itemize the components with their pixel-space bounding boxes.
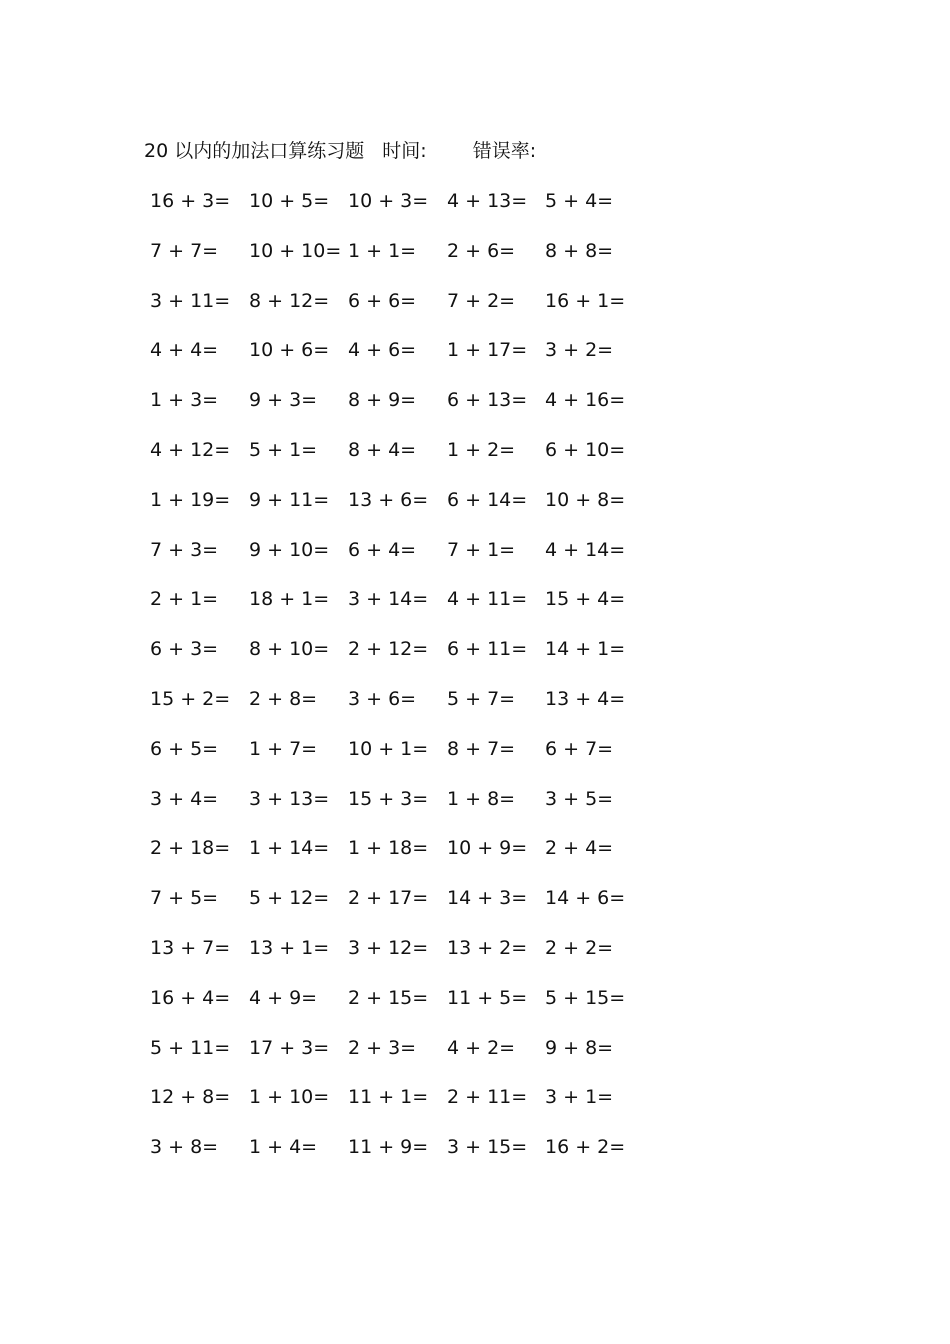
problem-row xyxy=(150,1082,670,1112)
problem-item: 1 + 19= xyxy=(150,488,231,511)
problem-item: 1 + 10= xyxy=(249,1086,330,1109)
problem-item: 9 + 8= xyxy=(545,1036,614,1059)
problem-item: 4 + 6= xyxy=(348,339,417,362)
problem-item: 10 + 5= xyxy=(249,190,330,212)
problem-item: 15 + 4= xyxy=(545,588,626,611)
problem-row xyxy=(150,833,670,863)
problem-item: 7 + 5= xyxy=(150,887,219,910)
problem-item: 16 + 3= xyxy=(150,190,231,212)
problem-item: 1 + 3= xyxy=(150,389,219,412)
problem-item: 8 + 9= xyxy=(348,389,417,412)
problem-row xyxy=(150,584,670,614)
problem-item: 3 + 13= xyxy=(249,787,330,810)
problem-item: 12 + 8= xyxy=(150,1086,231,1109)
problem-row xyxy=(150,684,670,714)
problem-item: 1 + 14= xyxy=(249,837,330,860)
problem-row xyxy=(150,236,670,266)
problem-item: 10 + 3= xyxy=(348,190,429,212)
problem-item: 3 + 15= xyxy=(447,1136,528,1159)
problem-item: 7 + 3= xyxy=(150,538,219,561)
problem-item: 16 + 4= xyxy=(150,986,231,1009)
problem-row xyxy=(150,535,670,565)
problem-item: 11 + 1= xyxy=(348,1086,429,1109)
problem-item: 1 + 4= xyxy=(249,1136,318,1159)
problem-item: 3 + 14= xyxy=(348,588,429,611)
problem-item: 2 + 4= xyxy=(545,837,614,860)
problem-item: 16 + 1= xyxy=(545,289,626,312)
problem-item: 10 + 1= xyxy=(348,737,429,760)
problem-item: 4 + 9= xyxy=(249,986,318,1009)
problem-item: 10 + 8= xyxy=(545,488,626,511)
problem-item: 10 + 10= xyxy=(249,239,342,262)
problem-item: 1 + 18= xyxy=(348,837,429,860)
problem-item: 17 + 3= xyxy=(249,1036,330,1059)
problem-item: 2 + 2= xyxy=(545,937,614,959)
problem-item: 4 + 12= xyxy=(150,439,231,461)
problem-item: 8 + 10= xyxy=(249,638,330,661)
problem-row xyxy=(150,186,670,216)
problem-item: 10 + 6= xyxy=(249,339,330,362)
problem-row xyxy=(150,983,670,1013)
problem-row xyxy=(150,1033,670,1063)
problem-item: 2 + 15= xyxy=(348,986,429,1009)
problem-item: 9 + 11= xyxy=(249,488,330,511)
problem-item: 15 + 2= xyxy=(150,688,231,710)
problem-row xyxy=(150,883,670,913)
problem-item: 3 + 5= xyxy=(545,787,614,810)
problem-item: 11 + 5= xyxy=(447,986,528,1009)
problem-item: 3 + 1= xyxy=(545,1086,614,1109)
problem-item: 1 + 2= xyxy=(447,439,516,461)
problem-item: 2 + 3= xyxy=(348,1036,417,1059)
problem-item: 6 + 3= xyxy=(150,638,219,661)
problem-item: 5 + 4= xyxy=(545,190,614,212)
problem-row xyxy=(150,335,670,365)
problem-row xyxy=(150,933,670,963)
problem-item: 2 + 18= xyxy=(150,837,231,860)
problem-item: 5 + 12= xyxy=(249,887,330,910)
problem-item: 1 + 8= xyxy=(447,787,516,810)
problem-item: 15 + 3= xyxy=(348,787,429,810)
problem-item: 8 + 12= xyxy=(249,289,330,312)
problem-item: 2 + 11= xyxy=(447,1086,528,1109)
problem-item: 6 + 10= xyxy=(545,439,626,461)
problem-item: 13 + 2= xyxy=(447,937,528,959)
problem-row xyxy=(150,734,670,764)
problem-item: 9 + 10= xyxy=(249,538,330,561)
problem-item: 4 + 4= xyxy=(150,339,219,362)
problem-item: 2 + 8= xyxy=(249,688,318,710)
problem-item: 2 + 6= xyxy=(447,239,516,262)
problem-item: 4 + 11= xyxy=(447,588,528,611)
problem-item: 3 + 11= xyxy=(150,289,231,312)
worksheet-title: 20 以内的加法口算练习题 xyxy=(144,140,365,162)
error-rate-label: 错误率: xyxy=(472,140,537,162)
problem-item: 7 + 1= xyxy=(447,538,516,561)
time-label: 时间: xyxy=(382,140,427,162)
problem-row xyxy=(150,784,670,814)
problem-item: 6 + 6= xyxy=(348,289,417,312)
problem-item: 14 + 6= xyxy=(545,887,626,910)
problem-row xyxy=(150,485,670,515)
problem-row xyxy=(150,1132,670,1162)
problem-item: 6 + 14= xyxy=(447,488,528,511)
problem-item: 13 + 4= xyxy=(545,688,626,710)
problem-item: 8 + 4= xyxy=(348,439,417,461)
problem-item: 1 + 1= xyxy=(348,239,417,262)
problem-row xyxy=(150,634,670,664)
problem-item: 3 + 4= xyxy=(150,787,219,810)
problem-item: 6 + 5= xyxy=(150,737,219,760)
problem-item: 7 + 7= xyxy=(150,239,219,262)
problem-item: 18 + 1= xyxy=(249,588,330,611)
problem-item: 6 + 7= xyxy=(545,737,614,760)
problem-item: 4 + 2= xyxy=(447,1036,516,1059)
problem-item: 13 + 7= xyxy=(150,937,231,959)
problem-item: 5 + 11= xyxy=(150,1036,231,1059)
problem-item: 5 + 7= xyxy=(447,688,516,710)
problem-item: 11 + 9= xyxy=(348,1136,429,1159)
problem-item: 10 + 9= xyxy=(447,837,528,860)
problem-item: 3 + 2= xyxy=(545,339,614,362)
problem-item: 13 + 6= xyxy=(348,488,429,511)
problem-item: 6 + 13= xyxy=(447,389,528,412)
problem-row xyxy=(150,435,670,465)
problem-item: 6 + 11= xyxy=(447,638,528,661)
problem-item: 2 + 17= xyxy=(348,887,429,910)
problem-item: 3 + 12= xyxy=(348,937,429,959)
problem-item: 5 + 15= xyxy=(545,986,626,1009)
problem-item: 4 + 14= xyxy=(545,538,626,561)
problem-item: 3 + 8= xyxy=(150,1136,219,1159)
problem-item: 9 + 3= xyxy=(249,389,318,412)
problem-item: 8 + 7= xyxy=(447,737,516,760)
problem-item: 13 + 1= xyxy=(249,937,330,959)
problem-item: 4 + 16= xyxy=(545,389,626,412)
problem-item: 6 + 4= xyxy=(348,538,417,561)
problem-item: 5 + 1= xyxy=(249,439,318,461)
problem-item: 3 + 6= xyxy=(348,688,417,710)
problem-item: 2 + 12= xyxy=(348,638,429,661)
problem-item: 1 + 17= xyxy=(447,339,528,362)
problem-row xyxy=(150,286,670,316)
problem-item: 16 + 2= xyxy=(545,1136,626,1159)
problem-item: 7 + 2= xyxy=(447,289,516,312)
problem-item: 4 + 13= xyxy=(447,190,528,212)
problem-item: 14 + 1= xyxy=(545,638,626,661)
problem-item: 1 + 7= xyxy=(249,737,318,760)
problem-row xyxy=(150,385,670,415)
problem-item: 14 + 3= xyxy=(447,887,528,910)
problem-item: 8 + 8= xyxy=(545,239,614,262)
problem-item: 2 + 1= xyxy=(150,588,219,611)
